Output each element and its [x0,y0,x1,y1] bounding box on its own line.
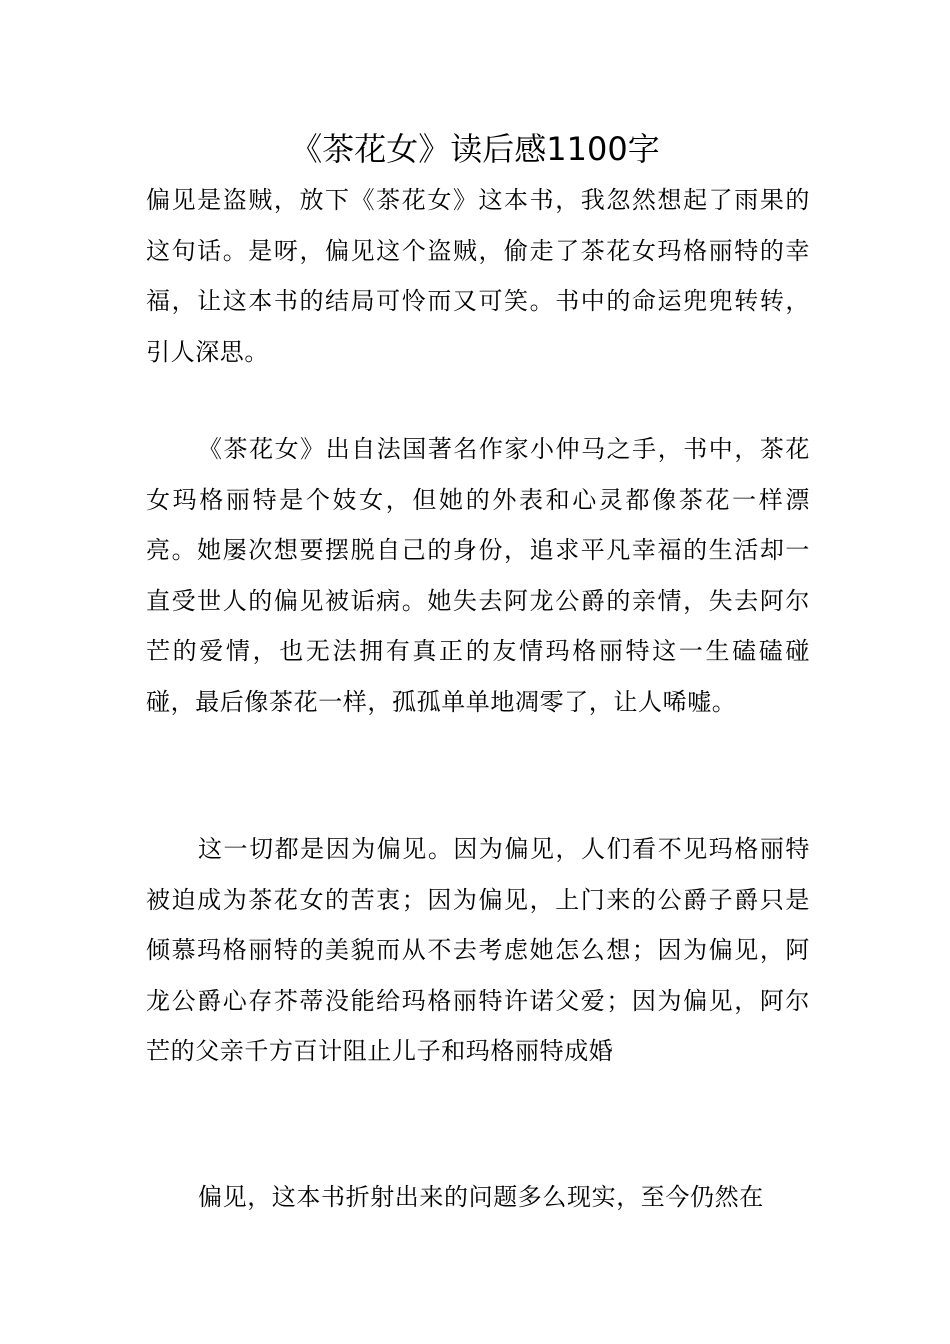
document-title: 《茶花女》读后感1100字 [290,130,660,168]
paragraph-2: 《茶花女》出自法国著名作家小仲马之手，书中，茶花女玛格丽特是个妓女，但她的外表和心灵都像茶花一样漂亮。她屡次想要摆脱自己的身份，追求平凡幸福的生活却一直受世人的偏见被诟病。她失去阿龙公爵的亲情，失去阿尔芒的爱情，也无法拥有真正的友情玛格丽特这一生磕磕碰碰，最后像茶花一样，孤孤单单地凋零了，让人唏嘘。 [146,435,810,716]
paragraph-1: 偏见是盗贼，放下《茶花女》这本书，我忽然想起了雨果的这句话。是呀，偏见这个盗贼，偷走了茶花女玛格丽特的幸福，让这本书的结局可怜而又可笑。书中的命运兜兜转转，引人深思。 [146,186,810,366]
paragraph-3: 这一切都是因为偏见。因为偏见，人们看不见玛格丽特被迫成为茶花女的苦衷；因为偏见，上门来的公爵子爵只是倾慕玛格丽特的美貌而从不去考虑她怎么想；因为偏见，阿龙公爵心存芥蒂没能给玛格丽特许诺父爱；因为偏见，阿尔芒的父亲千方百计阻止儿子和玛格丽特成婚 [146,835,810,1065]
paragraph-4: 偏见，这本书折射出来的问题多么现实，至今仍然在 [198,1183,764,1211]
